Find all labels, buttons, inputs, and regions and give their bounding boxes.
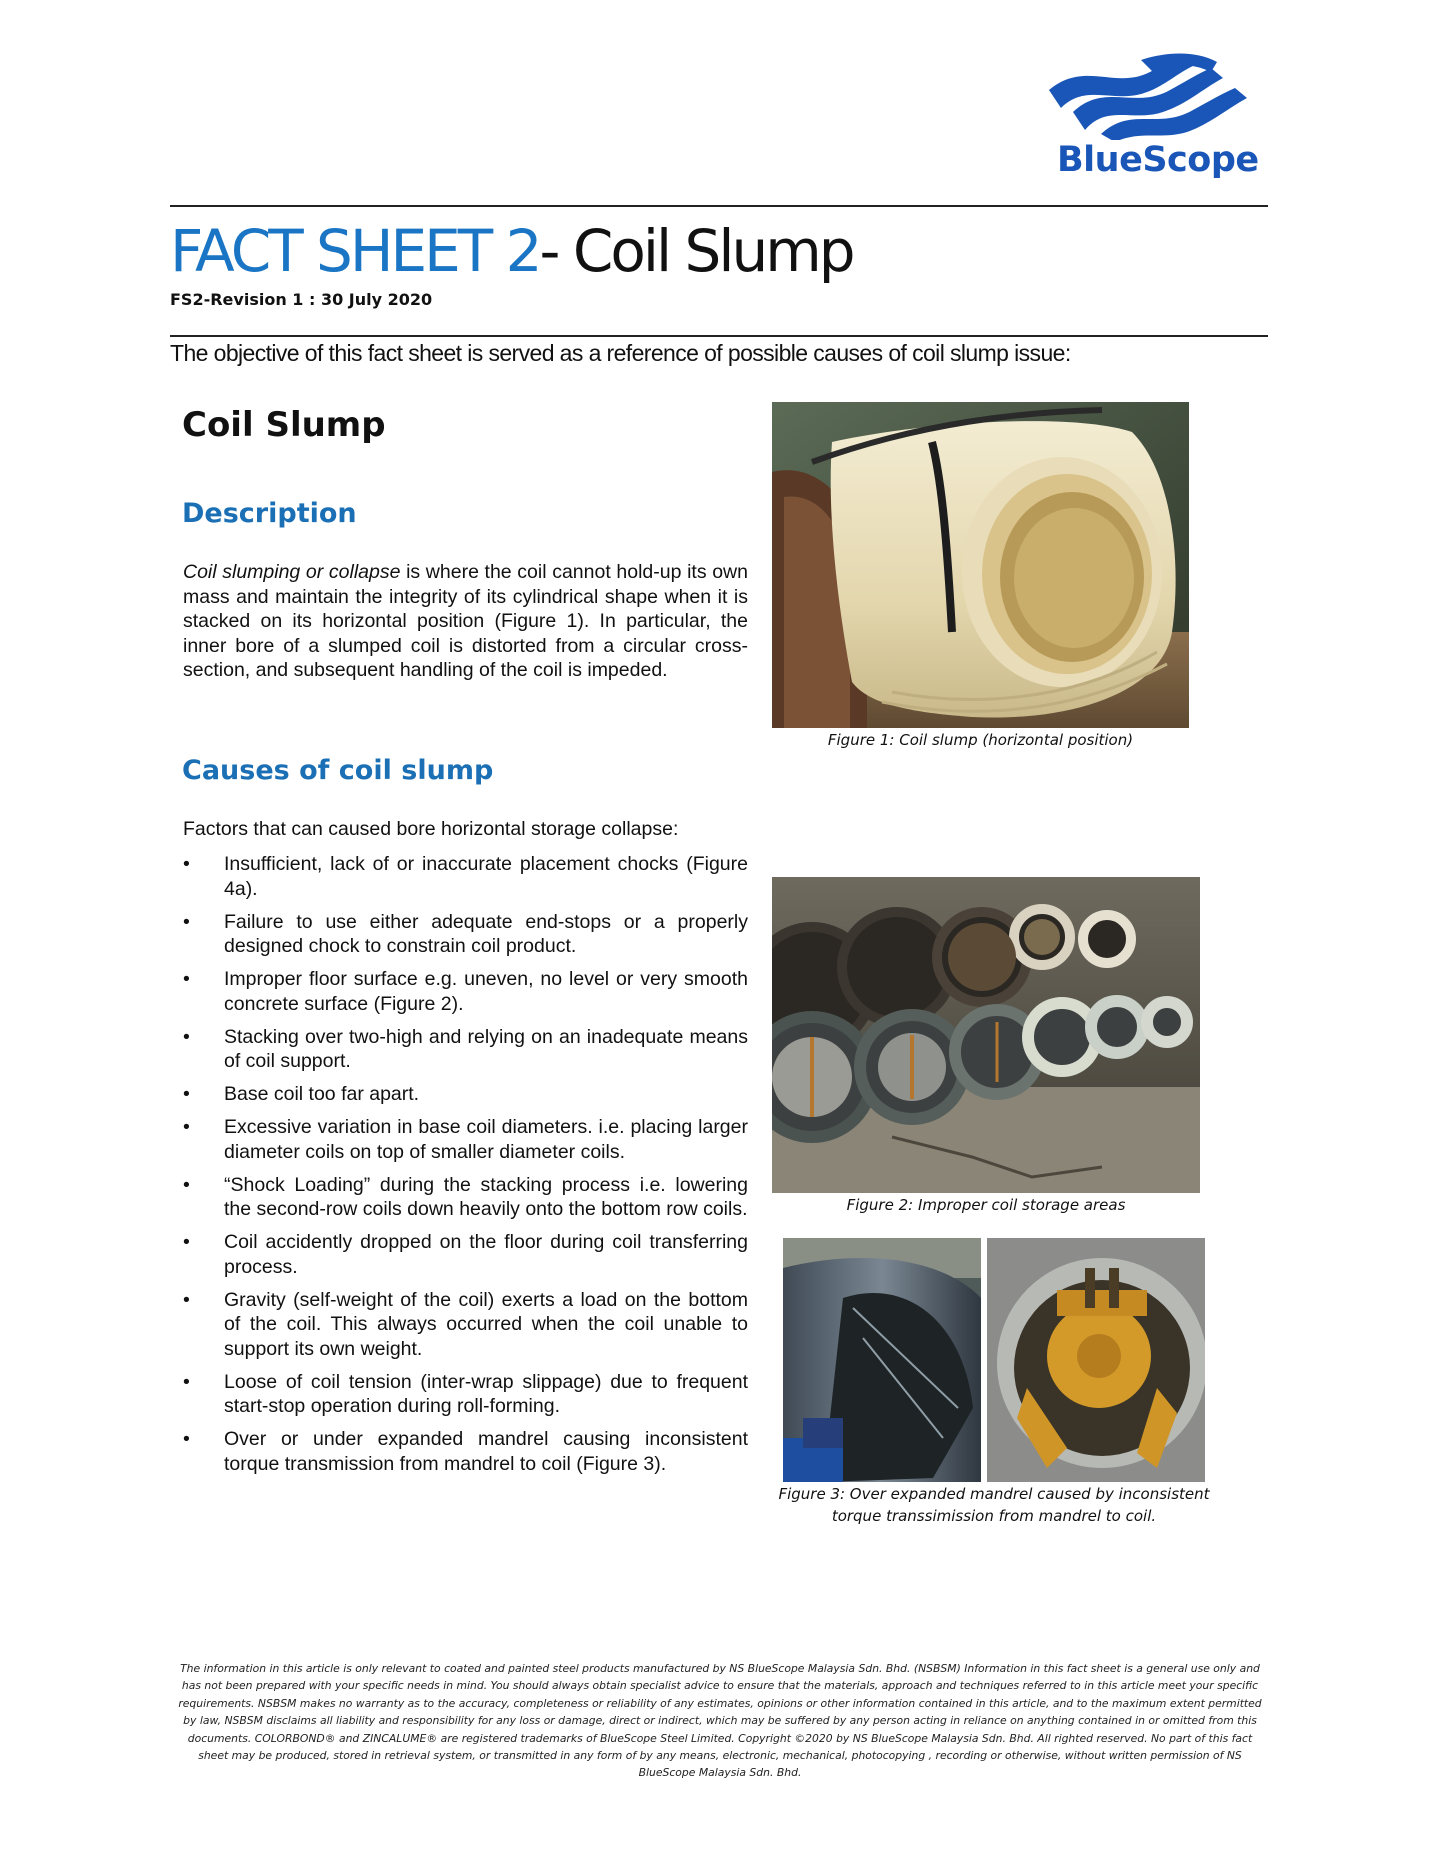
list-item [183,1230,748,1279]
description-paragraph [183,560,748,683]
figure-3-caption-line-1: Figure 3: Over expanded mandrel caused by inconsistent [778,1485,1210,1503]
figure-3b-photo [987,1238,1205,1482]
bullet-icon: • [183,1370,190,1393]
title-prefix: FACT SHEET 2 [170,217,540,285]
bluescope-logo [1045,50,1260,182]
list-item [183,1082,748,1107]
figure-1-photo [772,402,1189,728]
list-item-text: Excessive variation in base coil diameters. i.e. placing larger diameter coils on top of smaller diameter coils. [224,1116,748,1163]
list-item [183,852,748,901]
list-item [183,1370,748,1419]
description-text: is where the coil cannot hold-up its own mass and maintain the integrity of its cylindrical shape when it is stacked on its horizontal position (Figure 1). In particular, the inner bore of a slumped coil is distorted from a circular cross-section, and subsequent handling of the coil is impeded. [183,561,748,681]
list-item-text: Over or under expanded mandrel causing inconsistent torque transmission from mandrel to coil (Figure 3). [224,1428,748,1475]
footer-disclaimer: The information in this article is only relevant to coated and painted steel products manufactured by NS BlueScope Malaysia Sdn. Bhd. (NSBSM) Information in this fact sheet is a general use only and has not been prepared with your specific needs in mind. You should always obtain specialist advice to ensure that the materials, approach and techniques referred to in this article meet your specific requirements. NSBSM makes no warranty as to the accuracy, completeness or reliability of any estimates, opinions or other information contained in this article, and to the maximum extent permitted by law, NSBSM disclaims all liability and responsibility for any loss or damage, direct or indirect, which may be suffered by any person acting in reliance on anything contained in or omitted from this documents. COLORBOND® and ZINCALUME® are registered trademarks of BlueScope Steel Limited. Copyright ©2020 by NS BlueScope Malaysia Sdn. Bhd. All righted reserved. No part of this fact sheet may be produced, stored in retrieval system, or transmitted in any form of by any means, electronic, mechanical, photocopying , recording or otherwise, without written permission of NS BlueScope Malaysia Sdn. Bhd. [178,1662,1262,1780]
bullet-icon: • [183,853,190,875]
list-item-text: Gravity (self-weight of the coil) exerts a load on the bottom of the coil. This always occurred when the coil unable to support its own weight. [224,1288,748,1360]
list-item [183,910,748,959]
list-item [183,967,748,1016]
title-divider [170,335,1268,337]
figure-1-caption: Figure 1: Coil slump (horizontal position) [827,731,1134,749]
list-item-text: Stacking over two-high and relying on an inadequate means of coil support. [224,1025,748,1072]
bullet-icon: • [183,968,190,990]
bullet-icon: • [183,1428,190,1450]
bluescope-wave-icon [1045,50,1260,140]
bullet-icon: • [183,1288,190,1311]
list-item-text: Insufficient, lack of or inaccurate placement chocks (Figure 4a). [224,853,748,900]
revision-label: FS2-Revision 1 : 30 July 2020 [170,290,433,309]
list-item-text: Loose of coil tension (inter-wrap slippage) due to frequent start-stop operation during roll-forming. [224,1370,748,1417]
title-suffix: - Coil Slump [539,217,853,285]
list-item-text: Base coil too far apart. [224,1083,420,1105]
figure-2-photo [772,877,1200,1193]
header-divider [170,205,1268,207]
bullet-icon: • [183,1025,190,1048]
causes-heading: Causes of coil slump [182,755,494,786]
list-item [183,1288,748,1362]
description-lead: Coil slumping or collapse [183,561,401,583]
list-item-text: Coil accidently dropped on the floor during coil transferring process. [224,1231,748,1278]
bullet-icon: • [183,1173,190,1196]
section-heading: Coil Slump [182,405,386,445]
bullet-icon: • [183,910,190,933]
bullet-icon: • [183,1231,190,1253]
list-item-text: “Shock Loading” during the stacking process i.e. lowering the second-row coils down heavily onto the bottom row coils. [224,1173,748,1220]
list-item [183,1173,748,1222]
list-item-text: Failure to use either adequate end-stops or a properly designed chock to constrain coil product. [224,910,748,957]
figure-3-caption-line-2: torque transsimission from mandrel to coil. [831,1507,1157,1525]
causes-intro: Factors that can caused bore horizontal storage collapse: [183,818,679,840]
figure-3-caption [778,1483,1210,1527]
list-item [183,1427,748,1476]
list-item [183,1025,748,1074]
figure-2-caption: Figure 2: Improper coil storage areas [846,1196,1126,1214]
list-item-text: Improper floor surface e.g. uneven, no level or very smooth concrete surface (Figure 2). [224,968,748,1015]
logo-wordmark: BlueScope [1057,140,1259,180]
list-item [183,1115,748,1164]
bullet-icon: • [183,1083,190,1105]
description-heading: Description [182,498,357,529]
page-title [170,216,853,286]
causes-list [183,852,748,1485]
objective-text: The objective of this fact sheet is served as a reference of possible causes of coil slump issue: [170,340,1071,366]
figure-3a-photo [783,1238,981,1482]
bullet-icon: • [183,1116,190,1138]
